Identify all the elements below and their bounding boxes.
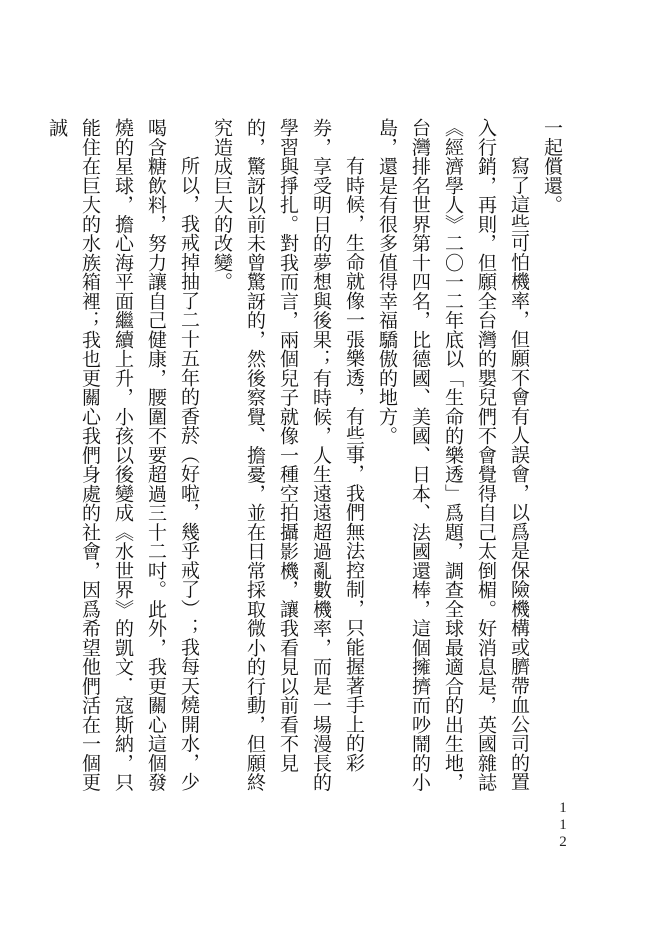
paragraph-continuation: 一起償還。 <box>541 118 563 215</box>
page-number: 112 <box>555 800 571 851</box>
paragraph-life-lottery: 有時候，生命就像一張樂透，有些事，我們無法控制，只能握著手上的彩券，享受明日的夢想與後果；有時候，人生遠遠超過亂數機率，而是一場漫長的學習與掙扎。對我而言，兩個兒子就像一種空拍攝影機，讓我看見以前看不見的，驚訝以前未曾驚訝的，然後察覺、擔憂，並在日常採取微小的行動，但願終究造成巨大的改變。 <box>211 118 365 792</box>
paragraph-lottery-odds: 寫了這些可怕機率，但願不會有人誤會，以爲是保險機構或臍帶血公司的置入行銷，再則，但願全台灣的嬰兒們不會覺得自己太倒楣。好消息是，英國雜誌《經濟學人》二〇一二年底以「生命的樂透」爲題，調查全球最適合的出生地，台灣排名世界第十四名，比德國、美國、日本、法國還棒，這個擁擠而吵鬧的小島，還是有很多值得幸福驕傲的地方。 <box>376 118 530 792</box>
paragraph-quit-smoking: 所以，我戒掉抽了二十五年的香菸（好啦，幾乎戒了）；我每天燒開水，少喝含糖飲料，努力讓自己健康，腰圍不要超過三十二吋。此外，我更關心這個發燒的星球，擔心海平面繼續上升，小孩以後變成《水世界》的凱文．寇斯納，只能住在巨大的水族箱裡；我也更關心我們身處的社會，因爲希望他們活在一個更誠 <box>46 118 200 792</box>
vertical-text-body <box>40 118 568 804</box>
